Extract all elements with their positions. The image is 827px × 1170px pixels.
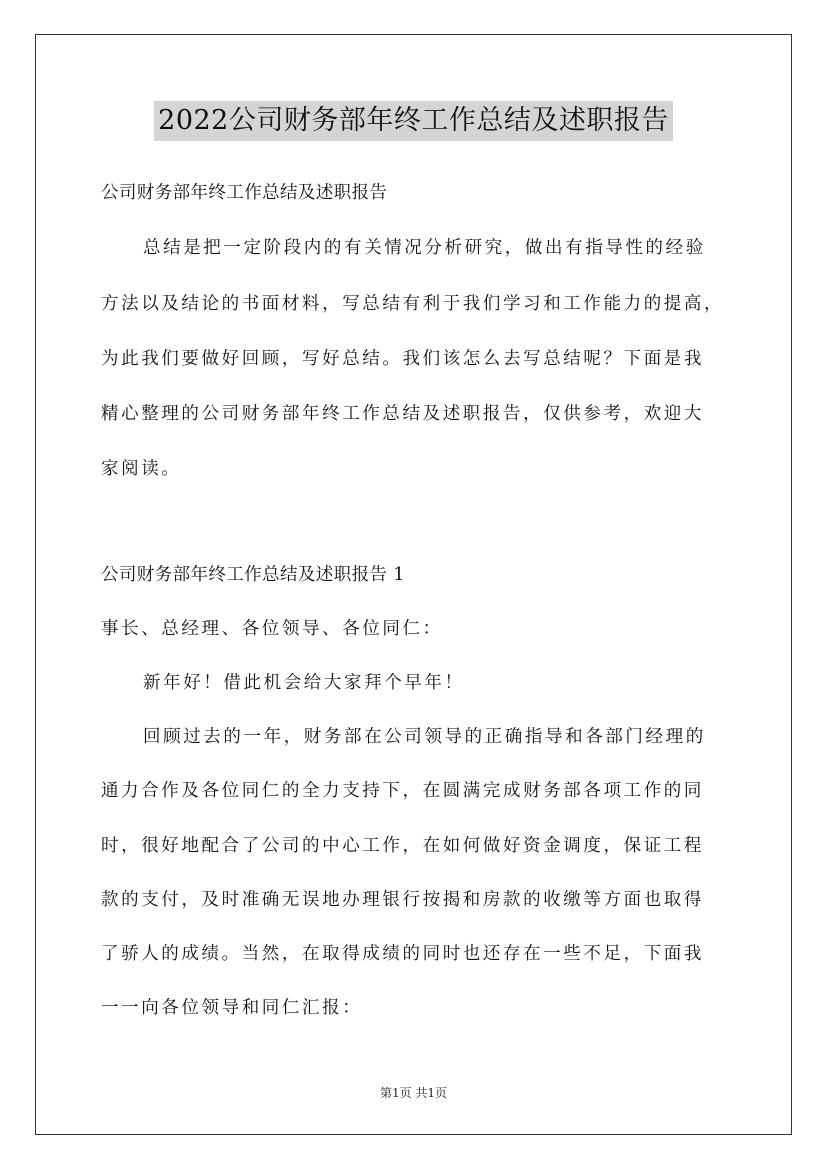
intro-line: 家阅读。 — [101, 459, 182, 479]
body-line: 回顾过去的一年，财务部在公司领导的正确指导和各部门经理的 — [143, 727, 706, 747]
body-line: 一一向各位领导和同仁汇报： — [101, 998, 363, 1018]
body-line: 通力合作及各位同仁的全力支持下，在圆满完成财务部各项工作的同 — [101, 781, 704, 801]
document-subtitle: 公司财务部年终工作总结及述职报告 — [101, 183, 388, 203]
page-footer: 第1页 共1页 — [379, 1086, 448, 1100]
intro-line: 精心整理的公司财务部年终工作总结及述职报告，仅供参考，欢迎大 — [101, 404, 704, 424]
body-line: 款的支付，及时准确无误地办理银行按揭和房款的收缴等方面也取得 — [101, 890, 704, 910]
intro-line: 方法以及结论的书面材料，写总结有利于我们学习和工作能力的提高， — [101, 294, 725, 314]
section-heading: 公司财务部年终工作总结及述职报告 1 — [101, 565, 405, 585]
greeting: 新年好！借此机会给大家拜个早年！ — [143, 673, 465, 693]
body-line: 时，很好地配合了公司的中心工作，在如何做好资金调度，保证工程 — [101, 836, 704, 856]
intro-line: 总结是把一定阶段内的有关情况分析研究，做出有指导性的经验 — [143, 238, 706, 258]
salutation: 事长、总经理、各位领导、各位同仁： — [101, 619, 443, 639]
body-line: 了骄人的成绩。当然，在取得成绩的同时也还存在一些不足，下面我 — [101, 944, 704, 964]
title-wrap — [0, 101, 827, 141]
intro-line: 为此我们要做好回顾，写好总结。我们该怎么去写总结呢？下面是我 — [101, 349, 704, 369]
document-title: 2022公司财务部年终工作总结及述职报告 — [154, 101, 673, 141]
